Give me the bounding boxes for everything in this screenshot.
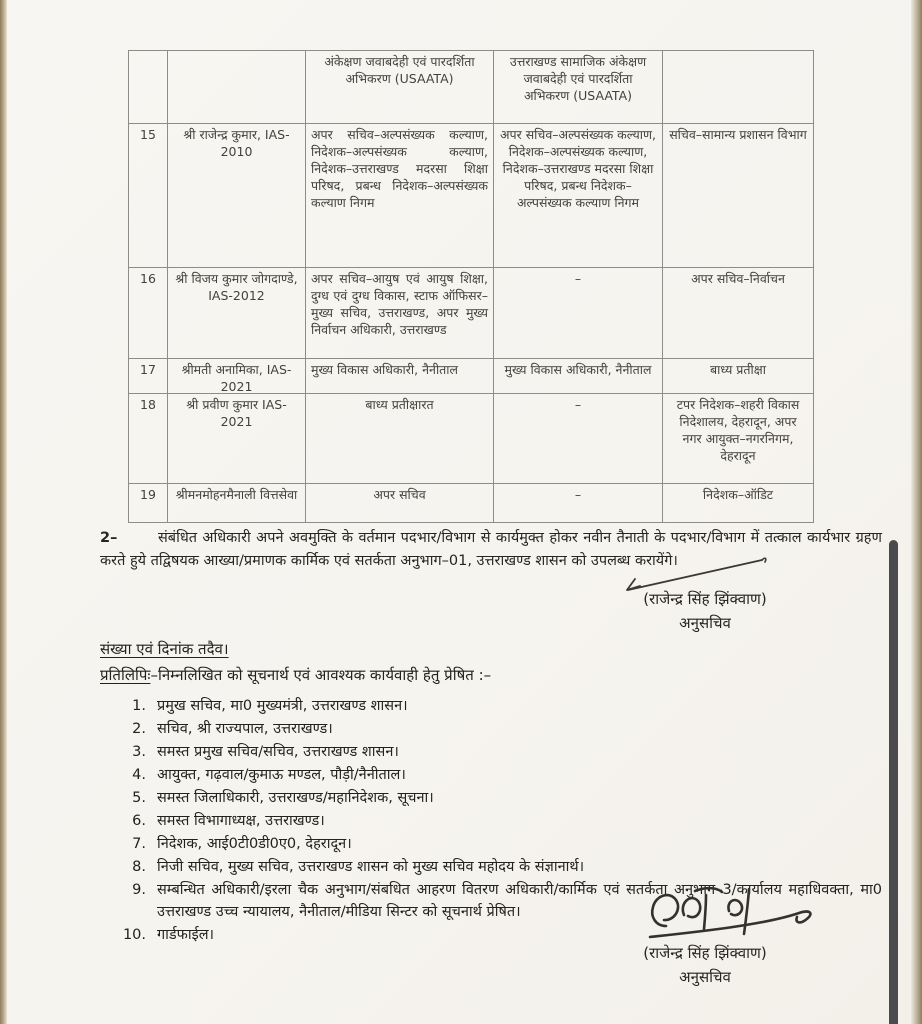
list-item: [116, 856, 882, 878]
para-2-text: संबंधित अधिकारी अपने अवमुक्ति के वर्तमान पदभार/विभाग से कार्यमुक्त होकर नवीन तैनाती के पदभार/विभाग में तत्काल कार्यभार ग्रहण करते हुये तद्विषयक आख्या/प्रमाणक कार्मिक एवं सतर्कता अनुभाग–01, उत्तराखण्ड शासन को उपलब्ध करायेंगे।: [100, 530, 882, 569]
copy-heading: [100, 665, 491, 685]
list-item-text: सचिव, श्री राज्यपाल, उत्तराखण्ड।: [157, 721, 333, 737]
list-item: [116, 741, 882, 763]
table-cell-next: [663, 51, 814, 124]
table-cell-sno: 16: [129, 268, 168, 359]
list-item-text: गार्डफाईल।: [157, 927, 215, 943]
table-cell-next: निदेशक–ऑडिट: [663, 484, 814, 523]
table-cell-sno: 17: [129, 359, 168, 394]
table-cell-name: [168, 51, 306, 124]
list-item-number: 3.: [132, 744, 146, 760]
table-cell-sno: 19: [129, 484, 168, 523]
list-item: [116, 718, 882, 740]
list-item: [116, 764, 882, 786]
list-item-text: समस्त प्रमुख सचिव/सचिव, उत्तराखण्ड शासन।: [157, 744, 399, 760]
list-item-text: आयुक्त, गढ़वाल/कुमाऊ मण्डल, पौड़ी/नैनीताल।: [157, 767, 406, 783]
table-cell-mid: मुख्य विकास अधिकारी, नैनीताल: [494, 359, 663, 394]
signer-name: (राजेन्द्र सिंह झिंक्वाण): [643, 944, 767, 962]
table-cell-prev: मुख्य विकास अधिकारी, नैनीताल: [306, 359, 494, 394]
list-item-number: 10.: [122, 927, 146, 943]
table-cell-sno: [129, 51, 168, 124]
signature-scribble-icon: [636, 880, 822, 950]
copy-heading-lead: प्रतिलिपिः: [100, 666, 151, 684]
list-item: [116, 833, 882, 855]
list-item-number: 6.: [132, 813, 146, 829]
table-cell-name: श्री राजेन्द्र कुमार, IAS-2010: [168, 124, 306, 268]
table-cell-name: श्री प्रवीण कुमार IAS-2021: [168, 394, 306, 484]
list-item-number: 4.: [132, 767, 146, 783]
table-cell-name: श्री विजय कुमार जोगदाण्डे, IAS-2012: [168, 268, 306, 359]
table-cell-mid: उत्तराखण्ड सामाजिक अंकेक्षण जवाबदेही एवं पारदर्शिता अभिकरण (USAATA): [494, 51, 663, 124]
table-cell-prev: अंकेक्षण जवाबदेही एवं पारदर्शिता अभिकरण (USAATA): [306, 51, 494, 124]
ref-number-line: संख्या एवं दिनांक तदैव।: [100, 640, 229, 658]
para-2-number: 2–: [100, 530, 118, 546]
list-item: [116, 695, 882, 717]
list-item: [116, 810, 882, 832]
table-cell-sno: 18: [129, 394, 168, 484]
secretary-signature-top: [598, 587, 812, 635]
list-item-text: निजी सचिव, मुख्य सचिव, उत्तराखण्ड शासन को मुख्य सचिव महोदय के संज्ञानार्थ।: [157, 859, 585, 875]
list-item-number: 5.: [132, 790, 146, 806]
list-item-text: समस्त विभागाध्यक्ष, उत्तराखण्ड।: [157, 813, 325, 829]
table-cell-mid: –: [494, 268, 663, 359]
list-item: [116, 787, 882, 809]
table-cell-next: अपर सचिव–निर्वाचन: [663, 268, 814, 359]
transfer-table: [128, 50, 814, 523]
table-cell-mid: अपर सचिव–अल्पसंख्यक कल्याण, निदेशक–अल्पसंख्यक कल्याण, निदेशक–उत्तराखण्ड मदरसा शिक्षा परिषद, प्रबन्ध निदेशक–अल्पसंख्यक कल्याण निगम: [494, 124, 663, 268]
table-cell-name: श्रीमनमोहनमैनाली वित्तसेवा: [168, 484, 306, 523]
signer-title: अनुसचिव: [679, 968, 731, 986]
page-edge-left: [0, 0, 7, 1024]
table-cell-next: सचिव–सामान्य प्रशासन विभाग: [663, 124, 814, 268]
copy-heading-rest: –निम्नलिखित को सूचनार्थ एवं आवश्यक कार्यवाही हेतु प्रेषित :–: [150, 666, 492, 684]
list-item-number: 8.: [132, 859, 146, 875]
table-cell-next: टपर निदेशक–शहरी विकास निदेशालय, देहरादून, अपर नगर आयुक्त–नगरनिगम, देहरादून: [663, 394, 814, 484]
list-item-text: निदेशक, आई0टी0डी0ए0, देहरादून।: [157, 836, 352, 852]
table-cell-sno: 15: [129, 124, 168, 268]
list-item-number: 2.: [132, 721, 146, 737]
table-cell-prev: अपर सचिव: [306, 484, 494, 523]
table-cell-mid: –: [494, 484, 663, 523]
list-item-number: 1.: [132, 698, 146, 714]
page-edge-right: [911, 0, 922, 1024]
table-cell-prev: अपर सचिव–अल्पसंख्यक कल्याण, निदेशक–अल्पसंख्यक कल्याण, निदेशक–उत्तराखण्ड मदरसा शिक्षा परिषद, प्रबन्ध निदेशक–अल्पसंख्यक कल्याण निगम: [306, 124, 494, 268]
table-cell-prev: बाध्य प्रतीक्षारत: [306, 394, 494, 484]
table-cell-next: बाध्य प्रतीक्षा: [663, 359, 814, 394]
list-item-text: समस्त जिलाधिकारी, उत्तराखण्ड/महानिदेशक, सूचना।: [157, 790, 434, 806]
table-cell-mid: –: [494, 394, 663, 484]
table-cell-name: श्रीमती अनामिका, IAS-2021: [168, 359, 306, 394]
signer-title: अनुसचिव: [679, 614, 731, 632]
list-item-number: 7.: [132, 836, 146, 852]
scan-dark-bar: [889, 540, 898, 1024]
table-cell-prev: अपर सचिव–आयुष एवं आयुष शिक्षा, दुग्ध एवं दुग्ध विकास, स्टाफ ऑफिसर–मुख्य सचिव, उत्तराखण्ड, अपर मुख्य निर्वाचन अधिकारी, उत्तराखण्ड: [306, 268, 494, 359]
list-item-text: प्रमुख सचिव, मा0 मुख्यमंत्री, उत्तराखण्ड शासन।: [157, 698, 408, 714]
signer-name: (राजेन्द्र सिंह झिंक्वाण): [643, 590, 767, 608]
list-item-number: 9.: [132, 882, 146, 898]
list-item-text: सम्बन्धित अधिकारी/इरला चैक अनुभाग/संबधित आहरण वितरण अधिकारी/कार्मिक एवं सतर्कता अनुभाग–3/कार्यालय महाधिवक्ता, मा0 उत्तराखण्ड उच्च न्यायालय, नैनीताल/मीडिया सिन्टर को सूचनार्थ प्रेषित।: [157, 882, 882, 920]
secretary-signature-bottom: [598, 941, 812, 989]
